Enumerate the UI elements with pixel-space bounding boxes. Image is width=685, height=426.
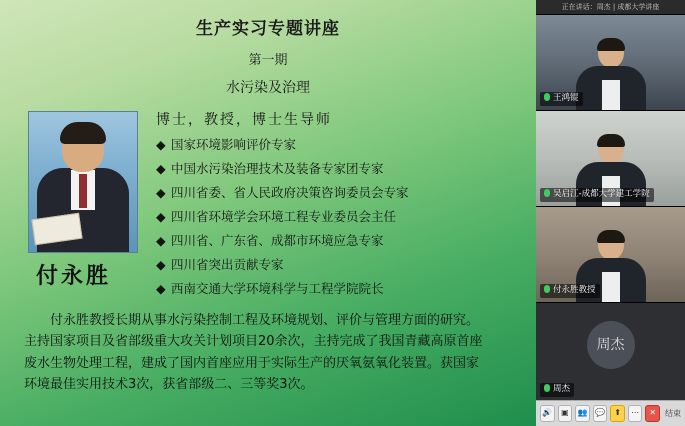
video-tile[interactable] — [536, 15, 685, 111]
figure-hair — [597, 38, 625, 51]
active-speaker-bar: 正在讲话：周杰 | 成都大学讲座 — [536, 0, 685, 15]
list-item — [156, 183, 409, 201]
participant-video-rail — [536, 0, 685, 426]
speaker-biography — [24, 310, 516, 396]
slide-content — [6, 4, 530, 420]
chat-button[interactable]: 💬 — [593, 405, 608, 422]
diamond-bullet-icon: ◆ — [156, 281, 166, 296]
list-item-label: 四川省环境学会环境工程专业委员会主任 — [171, 209, 397, 224]
diamond-bullet-icon: ◆ — [156, 233, 166, 248]
list-item-label: 国家环境影响评价专家 — [171, 137, 297, 152]
speaker-achievements-list — [156, 135, 409, 303]
biography-line: 废水生物处理工程，建成了国内首座应用于实际生产的厌氧氨氧化装置。获国家 — [24, 355, 480, 371]
leave-button[interactable]: ✕ — [645, 405, 660, 422]
speaker-profile — [6, 109, 530, 299]
participant-name: 付永胜教授 — [553, 285, 596, 295]
microphone-icon — [544, 384, 550, 392]
leave-label[interactable]: 结束 — [665, 409, 682, 418]
diamond-bullet-icon: ◆ — [156, 185, 166, 200]
more-button[interactable]: ⋯ — [628, 405, 643, 422]
list-item — [156, 255, 409, 273]
microphone-icon — [544, 285, 550, 293]
list-item — [156, 207, 409, 225]
avatar: 周杰 — [587, 321, 635, 369]
slide-title: 生产实习专题讲座 — [196, 19, 340, 39]
slide-subtitle-1: 第一期 — [248, 53, 288, 68]
participant-name-tag — [540, 92, 583, 106]
slide-subtitle-2: 水污染及治理 — [226, 80, 310, 96]
share-button[interactable]: ⬆ — [610, 405, 625, 422]
figure-shirt — [602, 80, 620, 110]
diamond-bullet-icon: ◆ — [156, 161, 166, 176]
figure-hair — [597, 230, 625, 243]
meeting-toolbar[interactable] — [536, 400, 685, 426]
participant-figure — [576, 38, 646, 110]
participant-name: 周杰 — [553, 384, 571, 394]
list-item-label: 四川省突出贡献专家 — [171, 257, 284, 272]
participants-button[interactable]: 👥 — [575, 405, 590, 422]
speaker-name: 付永胜 — [36, 264, 112, 289]
photo-tie-shape — [79, 174, 87, 208]
biography-line: 付永胜教授长期从事水污染控制工程及环境规划、评价与管理方面的研究。 — [50, 313, 480, 328]
list-item-label: 西南交通大学环境科学与工程学院院长 — [171, 281, 384, 296]
microphone-icon — [544, 93, 550, 101]
list-item — [156, 231, 409, 249]
figure-shirt — [602, 272, 620, 302]
participant-name-tag — [540, 383, 574, 397]
list-item — [156, 135, 409, 153]
video-tile[interactable] — [536, 111, 685, 207]
speaker-credentials: 博士，教授，博士生导师 — [156, 112, 332, 128]
figure-hair — [597, 134, 625, 147]
video-tile[interactable] — [536, 207, 685, 303]
list-item-label: 中国水污染治理技术及装备专家团专家 — [171, 161, 384, 176]
biography-line: 主持国家项目及省部级重大攻关计划项目20余次，主持完成了我国青藏高原首座 — [24, 334, 483, 350]
biography-line: 环境最佳实用技术3次，获省部级二、三等奖3次。 — [24, 377, 314, 393]
list-item — [156, 279, 409, 297]
participant-name: 王鸿锟 — [553, 93, 579, 103]
list-item-label: 四川省、广东省、成都市环境应急专家 — [171, 233, 384, 248]
microphone-icon — [544, 189, 550, 197]
diamond-bullet-icon: ◆ — [156, 137, 166, 152]
video-tile-audio-only[interactable] — [536, 303, 685, 402]
diamond-bullet-icon: ◆ — [156, 209, 166, 224]
audio-button[interactable]: 🔊 — [540, 405, 555, 422]
list-item-label: 四川省委、省人民政府决策咨询委员会专家 — [171, 185, 409, 200]
diamond-bullet-icon: ◆ — [156, 257, 166, 272]
participant-name-tag — [540, 188, 654, 202]
participant-name: 吴启江-成都大学建工学院 — [553, 189, 650, 199]
video-button[interactable]: ▣ — [558, 405, 573, 422]
photo-hair-shape — [60, 122, 106, 144]
list-item — [156, 159, 409, 177]
speaker-photo — [28, 111, 138, 253]
participant-name-tag — [540, 284, 600, 298]
